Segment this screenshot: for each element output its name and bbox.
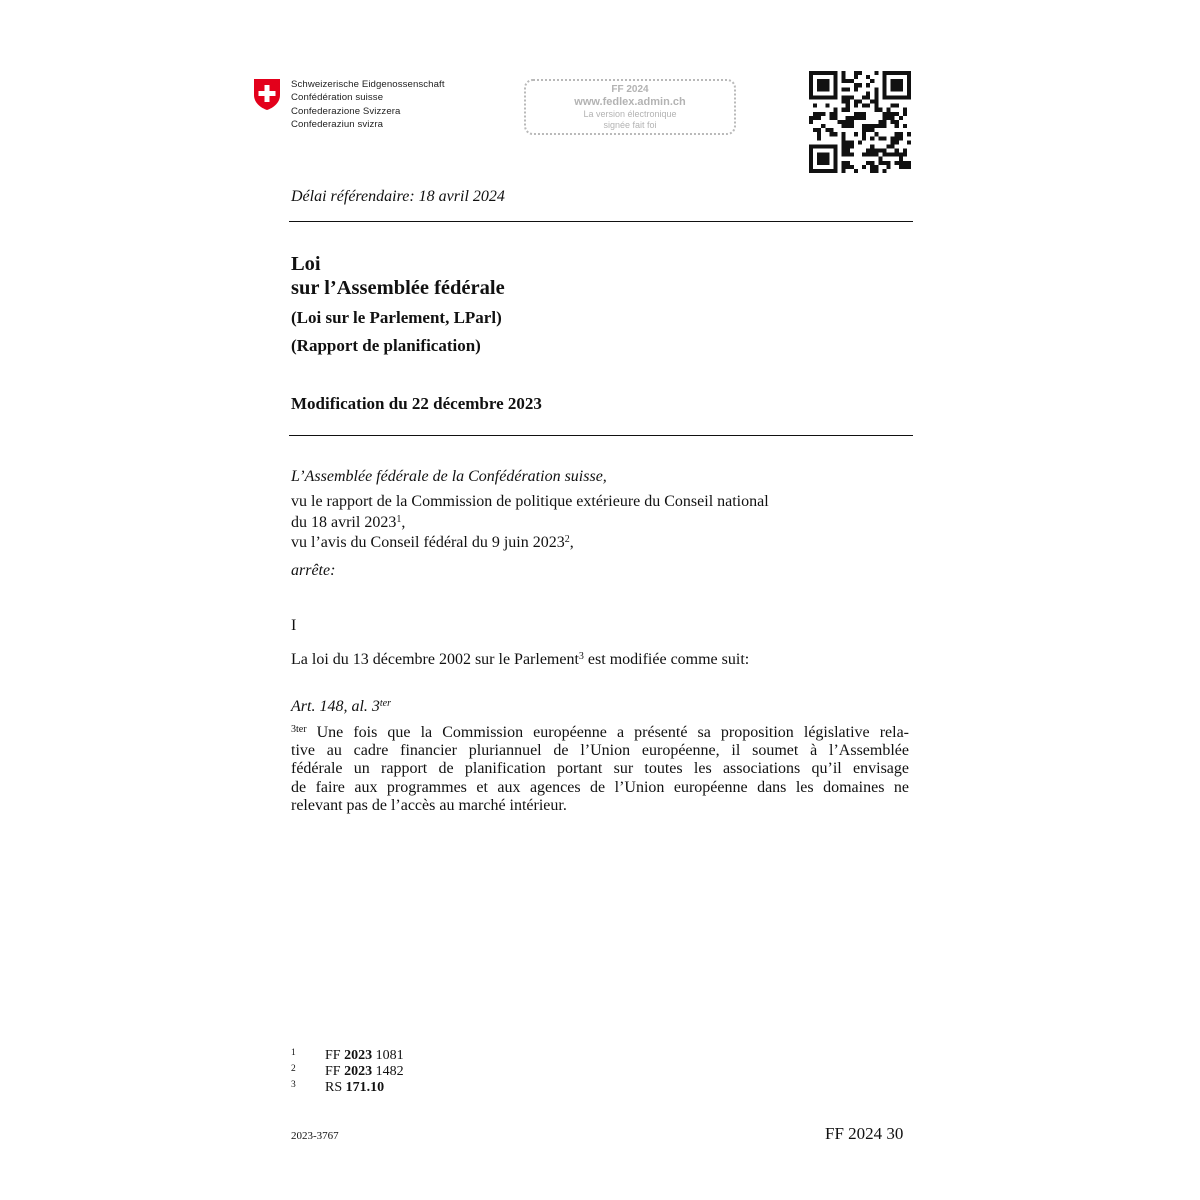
footnote-2-prefix: FF [325, 1064, 345, 1079]
confederation-names [291, 78, 445, 132]
title-subject: (Rapport de planification) [291, 336, 481, 355]
amendment-intro [291, 651, 749, 669]
preamble-vu-1-date-text: du 18 avril 2023 [291, 514, 397, 531]
article-line-2: tive au cadre financier pluriannuel de l’Union européenne, il soumet à l’Assemblée [291, 742, 909, 760]
footnote-3-prefix: RS [325, 1080, 346, 1095]
preamble-vu-1-end: , [401, 514, 406, 531]
preamble-vu-1-date [291, 514, 405, 532]
preamble-vu-2 [291, 534, 574, 552]
title-line-1: Loi [291, 253, 321, 275]
footnote-ref-1: 1 [396, 514, 402, 525]
footnote-3-ref: 171.10 [345, 1080, 385, 1095]
confederation-line-rm: Confederaziun svizra [291, 119, 384, 131]
preamble-vu-1: vu le rapport de la Commission de politique extérieure du Conseil national [291, 493, 769, 510]
article-line-4: de faire aux programmes et aux agences de l’Union européenne dans les domaines ne [291, 778, 909, 796]
article-line-3: fédérale un rapport de planification portant sur toutes les associations qu’il envisage [291, 760, 909, 778]
stamp-note-2: signée fait foi [603, 120, 657, 130]
title-short-name: (Loi sur le Parlement, LParl) [291, 308, 502, 327]
preamble-vu-2-end: , [569, 534, 574, 551]
stamp-note-1: La version électronique [583, 109, 677, 119]
article-paragraph [291, 724, 909, 815]
confederation-line-fr: Confédération suisse [291, 92, 384, 104]
confederation-line-de: Schweizerische Eidgenossenschaft [291, 79, 445, 90]
confederation-line-it: Confederazione Svizzera [291, 105, 401, 117]
footnote-1-prefix: FF [325, 1048, 345, 1063]
document-number: 2023-3767 [291, 1130, 339, 1142]
footnote-1-page: 1081 [372, 1048, 404, 1063]
divider-bottom [289, 435, 913, 436]
title-line-2: sur l’Assemblée fédérale [291, 277, 505, 299]
article-line-5: relevant pas de l’accès au marché intérieur. [291, 796, 567, 814]
article-line-1-text: Une fois que la Commission européenne a présenté sa proposition législative rela- [316, 724, 910, 741]
page-reference: FF 2024 30 [825, 1124, 904, 1143]
amendment-intro-text: La loi du 13 décembre 2002 sur le Parlement [291, 651, 579, 668]
article-heading-text: Art. 148, al. 3 [291, 698, 380, 715]
footnote-3-number: 3 [291, 1080, 296, 1090]
footnote-ref-3: 3 [578, 651, 584, 662]
section-number: I [291, 617, 297, 634]
footnote-1-year: 2023 [344, 1048, 373, 1063]
swiss-cross-icon [253, 78, 281, 111]
footnote-3 [291, 1080, 384, 1097]
qr-code-icon [809, 71, 911, 173]
amendment-intro-end: est modifiée comme suit: [583, 651, 750, 668]
preamble-vu-2-text: vu l’avis du Conseil fédéral du 9 juin 2023 [291, 534, 565, 551]
footnote-1-number: 1 [291, 1048, 296, 1058]
stamp-url: www.fedlex.admin.ch [574, 96, 686, 108]
article-line-1 [291, 724, 909, 742]
stamp-ff: FF 2024 [611, 84, 649, 95]
article-heading-sup: ter [379, 698, 391, 709]
paragraph-number: 3ter [291, 724, 307, 735]
footnote-2-year: 2023 [344, 1064, 373, 1079]
referendum-deadline: Délai référendaire: 18 avril 2024 [291, 188, 505, 205]
footnote-2-number: 2 [291, 1064, 296, 1074]
preamble-arrete: arrête: [291, 562, 336, 579]
divider-top [289, 221, 913, 222]
footnote-ref-2: 2 [564, 534, 570, 545]
preamble-assembly: L’Assemblée fédérale de la Confédération suisse, [291, 468, 607, 485]
modification-date: Modification du 22 décembre 2023 [291, 394, 542, 413]
signature-stamp [524, 79, 736, 135]
article-heading [291, 698, 391, 716]
footnote-2-page: 1482 [372, 1064, 404, 1079]
